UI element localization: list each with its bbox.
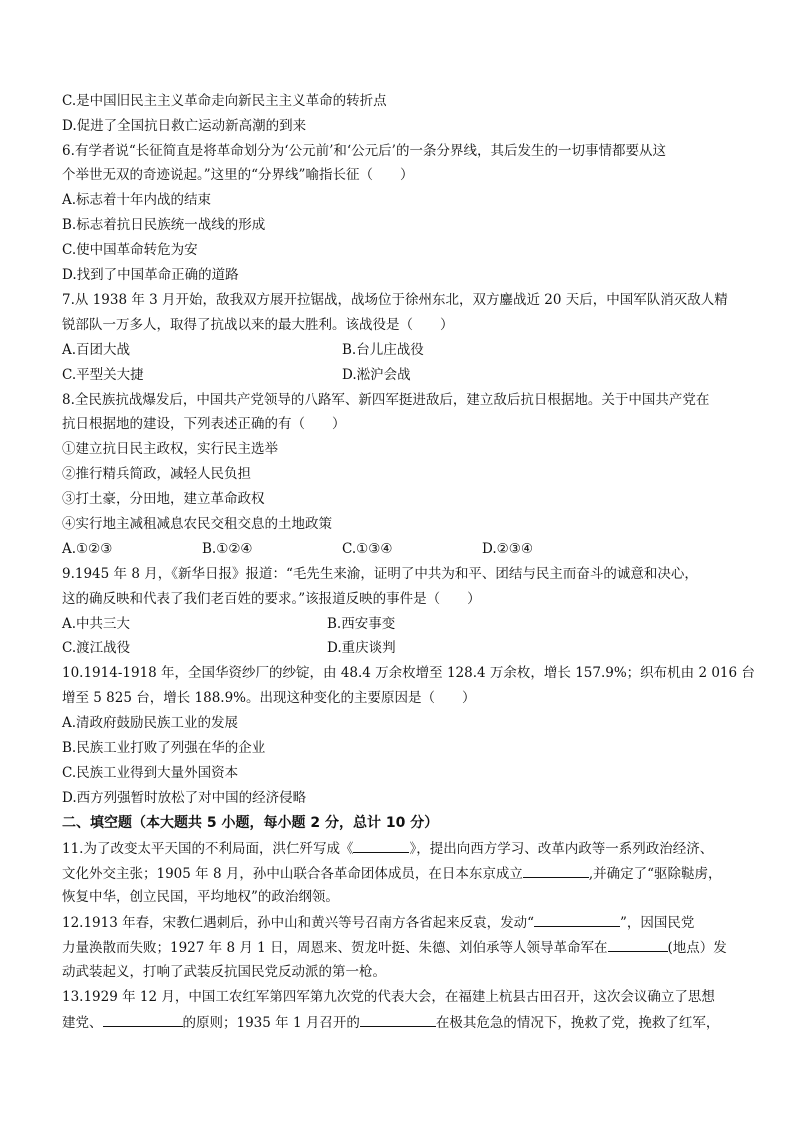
- q7-option-c: C.平型关大捷: [62, 367, 144, 383]
- q7-option-a: A.百团大战: [62, 342, 131, 358]
- q8-option-b: B.①②④: [202, 541, 253, 557]
- q11-text-d: ,并确定了“驱除鞑虏，: [588, 866, 722, 882]
- q13-text-a: 建党、: [62, 1015, 103, 1031]
- q8-options-row: [62, 539, 533, 559]
- q13-blank-2: [360, 1012, 436, 1027]
- q9-stem-line2: 这的确反映和代表了我们老百姓的要求。”该报道反映的事件是（ ）: [62, 591, 481, 607]
- q13-blank-1: [103, 1012, 183, 1027]
- q12-line3: 动武装起义，打响了武装反抗国民党反动派的第一枪。: [62, 964, 386, 980]
- q6-option-a: A.标志着十年内战的结束: [62, 192, 212, 208]
- q8-option-d: D.②③④: [482, 541, 533, 557]
- q12-line1: [62, 912, 694, 933]
- q8-statement-2: ②推行精兵简政，减轻人民负担: [62, 466, 251, 482]
- q7-options-row2: [62, 365, 411, 385]
- q12-line2: [62, 937, 727, 958]
- q13-line1: 13.1929 年 12 月，中国工农红军第四军第九次党的代表大会，在福建上杭县古田召开，这次会议确立了思想: [62, 989, 715, 1005]
- q10-option-b: B.民族工业打败了列强在华的企业: [62, 740, 266, 756]
- q7-option-d: D.淞沪会战: [342, 367, 411, 383]
- q8-stem-line2: 抗日根据地的建设，下列表述正确的有（ ）: [62, 416, 346, 432]
- q11-text-b: 》，提出向西方学习、改革内政等一系列政治经济、: [409, 841, 714, 857]
- q5-option-d: D.促进了全国抗日救亡运动新高潮的到来: [62, 118, 307, 134]
- q13-text-b: 的原则；1935 年 1 月召开的: [182, 1015, 360, 1031]
- q8-statement-1: ①建立抗日民主政权，实行民主选举: [62, 441, 278, 457]
- q12-text-a: 12.1913 年春，宋教仁遇刺后，孙中山和黄兴等号召南方各省起来反袁，发动“: [62, 915, 535, 931]
- q8-statement-4: ④实行地主减租减息农民交租交息的土地政策: [62, 516, 332, 532]
- q12-text-b: ”，因国民党: [620, 915, 695, 931]
- q11-blank-1: [353, 838, 409, 853]
- q9-option-b: B.西安事变: [327, 616, 396, 632]
- q12-blank-1: [534, 912, 620, 927]
- q9-option-c: C.渡江战役: [62, 640, 131, 656]
- q12-blank-2: [608, 937, 668, 952]
- q10-option-c: C.民族工业得到大量外国资本: [62, 765, 239, 781]
- q9-options-row2: [62, 638, 396, 658]
- q13-text-c: 在极其危急的情况下，挽救了党，挽救了红军，: [435, 1015, 720, 1031]
- q11-line1: [62, 838, 713, 859]
- q9-stem-line1: 9.1945 年 8 月，《新华日报》报道：“毛先生来渝，证明了中共为和平、团结与民主而奋斗的诚意和决心，: [62, 566, 698, 582]
- q8-option-a: A.①②③: [62, 541, 113, 557]
- q11-text-c: 文化外交主张；1905 年 8 月，孙中山联合各革命团体成员，在日本东京成立: [62, 866, 523, 882]
- q6-option-b: B.标志着抗日民族统一战线的形成: [62, 217, 266, 233]
- q7-options-row1: [62, 340, 424, 360]
- q6-stem-line2: 个举世无双的奇迹说起。”这里的“分界线”喻指长征（ ）: [62, 167, 414, 183]
- q9-option-d: D.重庆谈判: [327, 640, 396, 656]
- q11-text-a: 11.为了改变太平天国的不利局面，洪仁歼写成《: [62, 841, 354, 857]
- q7-option-b: B.台儿庄战役: [342, 342, 424, 358]
- q8-statement-3: ③打土豪，分田地，建立革命政权: [62, 491, 265, 507]
- q7-stem-line1: 7.从 1938 年 3 月开始，敌我双方展开拉锯战，战场位于徐州东北，双方鏖战近 20 天后，中国军队消灭敌人精: [62, 292, 728, 308]
- q9-options-row1: [62, 614, 396, 634]
- q8-option-c: C.①③④: [342, 541, 393, 557]
- q11-line2: [62, 863, 722, 884]
- q6-stem-line1: 6.有学者说“长征简直是将革命划分为‘公元前’和‘公元后’的一条分界线，其后发生的一切事情都要从这: [62, 143, 666, 159]
- q6-option-d: D.找到了中国革命正确的道路: [62, 267, 239, 283]
- q7-stem-line2: 锐部队一万多人，取得了抗战以来的最大胜利。该战役是（ ）: [62, 317, 454, 333]
- q6-option-c: C.使中国革命转危为安: [62, 242, 198, 258]
- q13-line2: [62, 1012, 719, 1033]
- q5-option-c: C.是中国旧民主主义革命走向新民主主义革命的转折点: [62, 93, 387, 109]
- q10-stem-line2: 增至 5 825 台，增长 188.9%。出现这种变化的主要原因是（ ）: [62, 690, 476, 706]
- q12-text-d: (地点）发: [667, 940, 727, 956]
- section-heading-fill-in: 二、填空题（本大题共 5 小题，每小题 2 分，总计 10 分）: [62, 815, 439, 831]
- q9-option-a: A.中共三大: [62, 616, 131, 632]
- q8-stem-line1: 8.全民族抗战爆发后，中国共产党领导的八路军、新四军挺进敌后，建立敌后抗日根据地。关于中国共产党在: [62, 392, 710, 408]
- q10-stem-line1: 10.1914-1918 年，全国华资纱厂的纱锭，由 48.4 万余枚增至 128.4 万余枚，增长 157.9%；织布机由 2 016 台: [62, 665, 755, 681]
- q11-line3: 恢复中华，创立民国，平均地权”的政治纲领。: [62, 889, 339, 905]
- q10-option-a: A.清政府鼓励民族工业的发展: [62, 715, 239, 731]
- q12-text-c: 力量涣散而失败；1927 年 8 月 1 日，周恩来、贺龙叶挺、朱德、刘伯承等人领导革命军在: [62, 940, 608, 956]
- q10-option-d: D.西方列强暂时放松了对中国的经济侵略: [62, 790, 307, 806]
- q11-blank-2: [523, 863, 589, 878]
